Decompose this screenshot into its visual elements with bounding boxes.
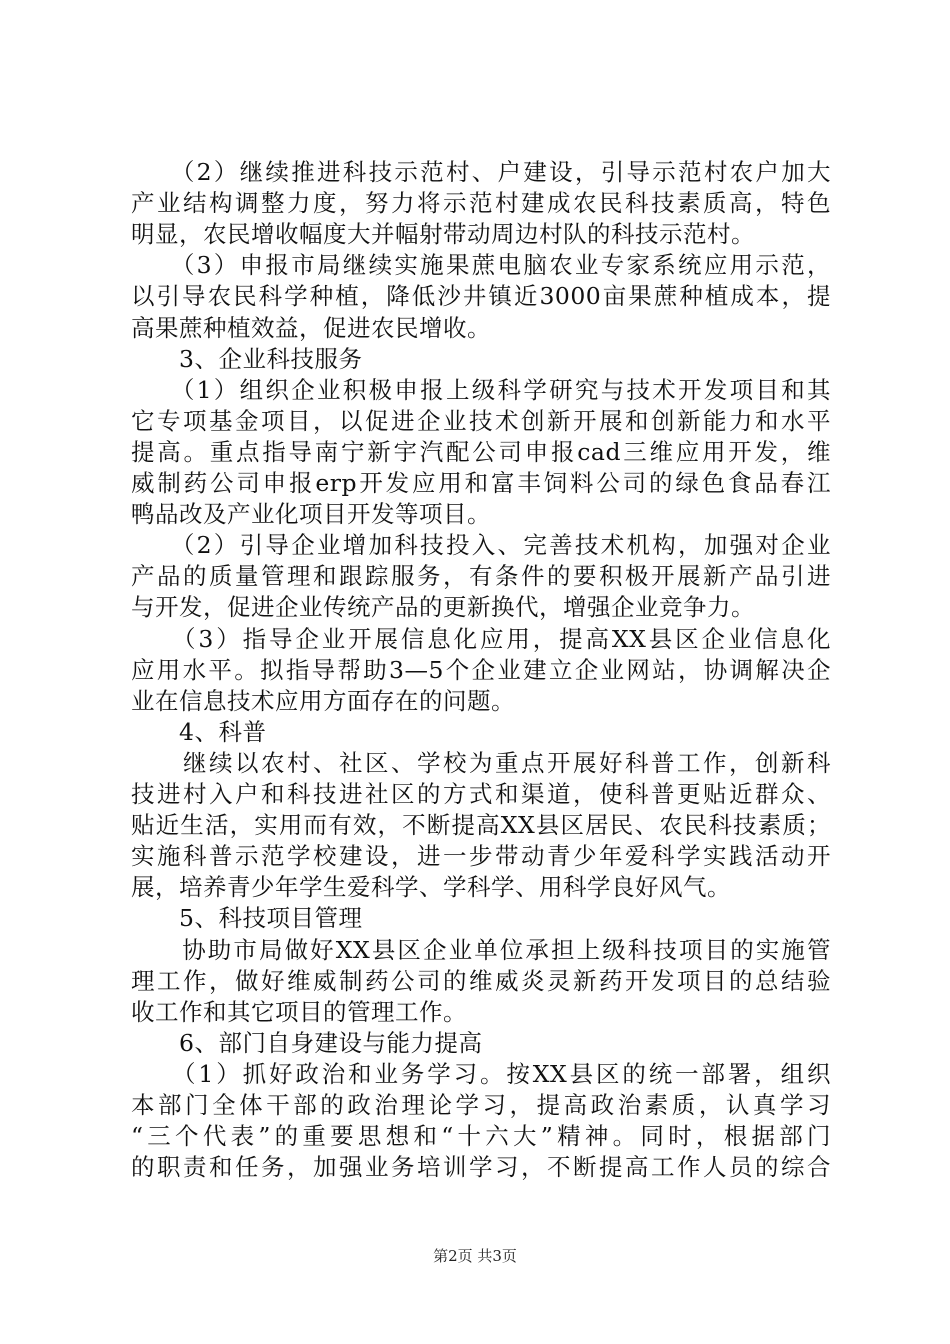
text-line: 应用水平。拟指导帮助3—5个企业建立企业网站，协调解决企 — [131, 655, 831, 684]
text-line: （3）指导企业开展信息化应用，提高XX县区企业信息化 — [131, 624, 831, 653]
text-line: （1）抓好政治和业务学习。按XX县区的统一部署，组织 — [131, 1059, 831, 1088]
text-line: 技进村入户和科技进社区的方式和渠道，使科普更贴近群众、 — [131, 780, 831, 808]
text-line: 高果蔗种植效益，促进农民增收。 — [131, 313, 491, 342]
text-line: 以引导农民科学种植，降低沙井镇近3000亩果蔗种植成本，提 — [131, 282, 831, 311]
text-line: 提高。重点指导南宁新宇汽配公司申报cad三维应用开发，维 — [131, 437, 831, 466]
text-line: 威制药公司申报erp开发应用和富丰饲料公司的绿色食品春江 — [131, 469, 831, 497]
text-line: “三个代表”的重要思想和“十六大”精神。同时，根据部门 — [131, 1122, 831, 1151]
page-footer: 第2页 共3页 — [433, 1247, 517, 1265]
text-line: （3）申报市局继续实施果蔗电脑农业专家系统应用示范， — [131, 251, 831, 280]
text-line: 明显，农民增收幅度大并幅射带动周边村队的科技示范村。 — [131, 220, 755, 249]
text-line: 鸭品改及产业化项目开发等项目。 — [131, 500, 491, 529]
text-line: 收工作和其它项目的管理工作。 — [131, 997, 467, 1026]
text-line: 本部门全体干部的政治理论学习，提高政治素质，认真学习 — [131, 1091, 831, 1119]
text-line: 4、科普 — [131, 717, 267, 746]
text-line: 它专项基金项目，以促进企业技术创新开展和创新能力和水平 — [131, 406, 831, 435]
text-line: 贴近生活，实用而有效，不断提高XX县区居民、农民科技素质； — [131, 811, 831, 840]
text-line: 的职责和任务，加强业务培训学习，不断提高工作人员的综合 — [131, 1153, 831, 1182]
text-line: 展，培养青少年学生爱科学、学科学、用科学良好风气。 — [131, 873, 731, 902]
text-line: 产业结构调整力度，努力将示范村建成农民科技素质高，特色 — [131, 189, 831, 218]
text-line: 与开发，促进企业传统产品的更新换代，增强企业竞争力。 — [131, 593, 755, 622]
text-line: 产品的质量管理和跟踪服务，有条件的要积极开展新产品引进 — [131, 562, 831, 591]
text-line: 6、部门自身建设与能力提高 — [131, 1028, 483, 1057]
text-line: 实施科普示范学校建设，进一步带动青少年爱科学实践活动开 — [131, 842, 831, 871]
text-line: 继续以农村、社区、学校为重点开展好科普工作，创新科 — [131, 748, 831, 777]
text-line: 5、科技项目管理 — [131, 904, 363, 933]
text-line: 协助市局做好XX县区企业单位承担上级科技项目的实施管 — [131, 935, 831, 964]
text-line: （2）继续推进科技示范村、户建设，引导示范村农户加大 — [131, 158, 831, 186]
text-line: （1）组织企业积极申报上级科学研究与技术开发项目和其 — [131, 375, 831, 404]
text-line: 3、企业科技服务 — [131, 344, 363, 373]
text-line: 理工作，做好维威制药公司的维威炎灵新药开发项目的总结验 — [131, 966, 831, 995]
text-line: 业在信息技术应用方面存在的问题。 — [131, 686, 515, 715]
text-line: （2）引导企业增加科技投入、完善技术机构，加强对企业 — [131, 531, 831, 560]
